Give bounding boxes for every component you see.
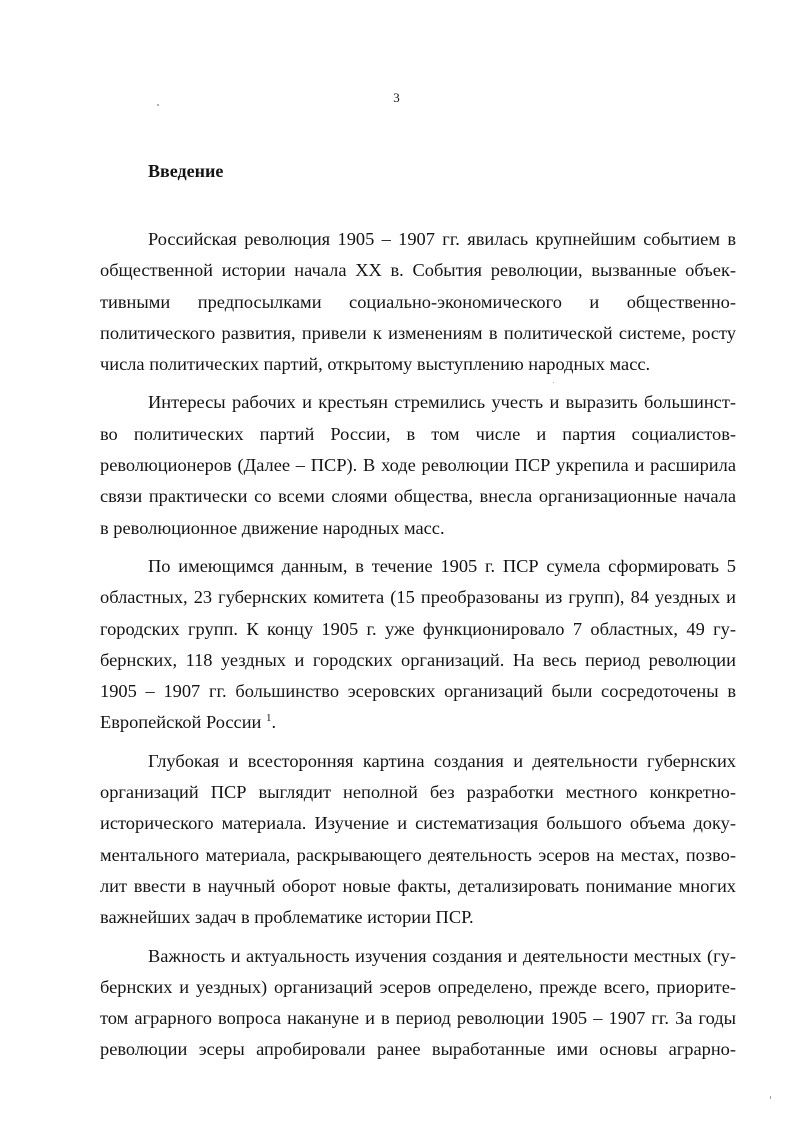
text-line: Интересы рабочих и крестьян стремились учесть и выразить большинст- [148, 392, 736, 413]
text-line: 1905 – 1907 гг. большинство эсеровских организаций были сосредоточены в [100, 681, 736, 702]
text-fragment: . [271, 712, 277, 733]
text-line: По имеющимся данным, в течение 1905 г. ПСР сумела сформировать 5 [148, 555, 736, 576]
text-fragment: Европейской России [100, 712, 262, 733]
text-line: важнейших задач в проблематике истории ПСР. [100, 907, 474, 928]
text-line: числа политических партий, открытому выступлению народных масс. [100, 354, 651, 375]
section-heading: Введение [148, 161, 224, 181]
text-line: бернских и уездных) организаций эсеров определено, прежде всего, приорите- [100, 976, 736, 997]
text-line: политического развития, привели к изменениям в политической системе, росту [100, 322, 736, 343]
scan-speck [157, 104, 159, 106]
paragraph-3 [100, 551, 736, 739]
text-line: исторического материала. Изучение и систематизация большого объема доку- [100, 813, 736, 834]
text-line: организаций ПСР выглядит неполной без разработки местного конкретно- [100, 782, 736, 803]
text-line: том аграрного вопроса накануне и в период революции 1905 – 1907 гг. За годы [100, 1008, 736, 1029]
text-line: областных, 23 губернских комитета (15 преобразованы из групп), 84 уездных и [100, 587, 736, 608]
text-line: тивными предпосылками социально-экономического и общественно- [100, 291, 736, 312]
paragraph-4 [100, 746, 736, 934]
text-line: ментального материала, раскрывающего деятельность эсеров на местах, позво- [100, 844, 736, 865]
text-line: революции эсеры апробировали ранее выработанные ими основы аграрно- [100, 1039, 736, 1060]
text-line: связи практически со всеми слоями общества, внесла организационные начала [100, 486, 736, 507]
text-line: Российская революция 1905 – 1907 гг. явилась крупнейшим событием в [148, 229, 736, 249]
page-number: 3 [393, 90, 400, 105]
text-line-with-footnote [100, 707, 736, 738]
text-line: городских групп. К концу 1905 г. уже функционировало 7 областных, 49 гу- [100, 618, 736, 639]
text-line: бернских, 118 уездных и городских организаций. На весь период революции [100, 649, 736, 670]
text-line: революционеров (Далее – ПСР). В ходе революции ПСР укрепила и расширила [100, 455, 736, 476]
paragraph-1 [100, 224, 736, 380]
scan-speck [553, 382, 554, 383]
text-line: Важность и актуальность изучения создания и деятельности местных (гу- [148, 945, 736, 966]
scan-speck [770, 1096, 771, 1099]
text-line: в революционное движение народных масс. [100, 517, 445, 538]
paragraph-2 [100, 387, 736, 543]
paragraph-5 [100, 941, 736, 1066]
text-line: общественной истории начала XX в. События революции, вызванные объек- [100, 260, 736, 281]
text-line: во политических партий России, в том числе и партия социалистов- [100, 423, 736, 444]
body-text [100, 224, 736, 1073]
footnote-mark[interactable]: 1 [266, 712, 272, 725]
text-line: лит ввести в научный оборот новые факты, детализировать понимание многих [100, 875, 736, 896]
text-line: Глубокая и всесторонняя картина создания и деятельности губернских [148, 750, 736, 771]
